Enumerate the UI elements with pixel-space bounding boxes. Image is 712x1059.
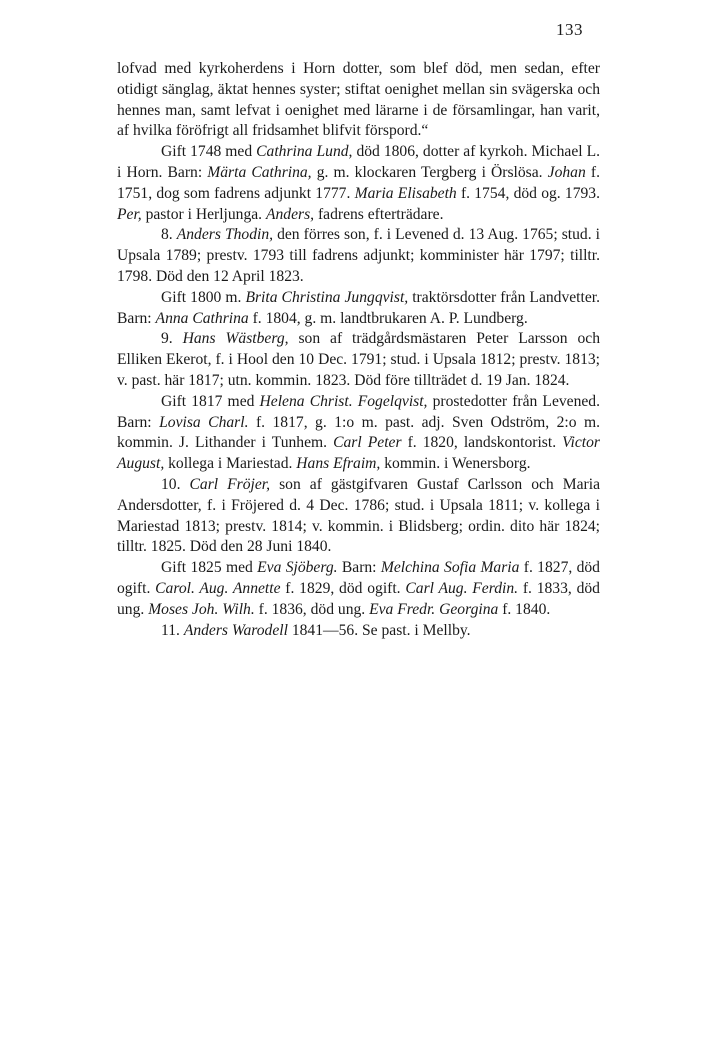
italic-name: Lovisa Charl. — [159, 413, 249, 431]
text-run: 11. — [161, 621, 184, 639]
italic-name: Carl Aug. Ferdin. — [405, 579, 519, 597]
text-run: f. 1804, g. m. landtbrukaren A. P. Lundberg. — [248, 309, 528, 327]
text-run: f. 1833, död ung. — [117, 579, 600, 618]
italic-name: Johan — [547, 163, 586, 181]
text-run: Gift 1817 med — [161, 392, 260, 410]
text-run: 8. — [161, 226, 177, 244]
italic-name: Anders Thodin, — [176, 226, 274, 244]
text-run: f. 1820, landskontorist. — [401, 434, 563, 452]
text-run: fadrens efterträdare. — [314, 205, 444, 223]
text-run: 10. — [161, 475, 190, 493]
text-run: Gift 1800 m. — [161, 288, 246, 306]
italic-name: Maria Elisabeth — [354, 184, 457, 202]
text-run: f. 1840. — [498, 600, 551, 618]
text-run: son af trädgårdsmästaren Peter Larsson och Elliken Ekerot, f. i Hool den 10 Dec. 1791; stud. i Upsala 1812; prestv. 1813; v. past. här 1817; utn. kommin. 1823. Död före tillträdet d. 19 Jan. 1824. — [117, 330, 601, 389]
text-run: lofvad med kyrkoherdens i Horn dotter, som blef död, men sedan, efter otidigt sänglag, äktat hennes syster; stiftat oenighet mellan sin svägerska och hennes man, samt lefvat i oenighet med lärarne i de församlingar, han varit, af hvilka föröfrigt all fridsamhet blifvit förspord.“ — [117, 60, 600, 140]
italic-name: Melchina Sofia Maria — [380, 559, 520, 577]
text-run: prostedotter från Levened. Barn: — [117, 392, 600, 431]
paragraph — [117, 288, 600, 330]
paragraph — [117, 558, 600, 620]
paragraph — [117, 142, 600, 225]
italic-name: Carl Fröjer, — [189, 475, 271, 493]
italic-name: Carl Peter — [333, 434, 402, 452]
italic-name: Cathrina Lund, — [256, 143, 353, 161]
italic-name: Helena Christ. Fogelqvist, — [259, 392, 428, 410]
italic-name: Moses Joh. Wilh. — [148, 600, 255, 618]
text-run: g. m. klockaren Tergberg i Örslösa. — [311, 163, 548, 181]
paragraph — [117, 475, 600, 558]
text-body — [117, 59, 600, 641]
text-run: f. 1829, död ogift. — [280, 579, 406, 597]
italic-name: Victor August, — [117, 434, 600, 473]
italic-name: Carol. Aug. Annette — [155, 579, 281, 597]
text-run: son af gästgifvaren Gustaf Carlsson och Maria Andersdotter, f. i Fröjered d. 4 Dec. 1786; stud. i Upsala 1811; v. kollega i Mariestad 1813; prestv. 1814; v. kommin. i Blidsberg; ordin. dito här 1824; tilltr. 1825. Död den 28 Juni 1840. — [117, 475, 600, 556]
paragraph — [117, 392, 600, 475]
text-run: f. 1754, död og. 1793. — [456, 184, 600, 202]
text-run: kommin. i Wenersborg. — [380, 455, 531, 473]
text-run: pastor i Herljunga. — [141, 205, 266, 223]
text-run: död 1806, dotter af kyrkoh. Michael L. i Horn. Barn: — [117, 143, 601, 181]
italic-name: Anders Warodell — [183, 621, 288, 639]
page-number: 133 — [556, 20, 583, 39]
text-run: kollega i Mariestad. — [164, 455, 297, 473]
italic-name: Hans Efraim, — [296, 455, 381, 473]
italic-name: Brita Christina Jungqvist, — [245, 288, 409, 306]
text-run: Barn: — [337, 559, 381, 577]
text-run: f. 1817, g. 1:o m. past. adj. Sven Odström, 2:o m. kommin. J. Lithander i Tunhem. — [117, 413, 601, 452]
italic-name: Anna Cathrina — [155, 309, 249, 327]
italic-name: Märta Cathrina, — [207, 163, 312, 181]
italic-name: Eva Fredr. Georgina — [369, 600, 499, 618]
text-run: Gift 1748 med — [161, 143, 257, 161]
italic-name: Eva Sjöberg. — [257, 559, 338, 577]
text-run: 1841—56. Se past. i Mellby. — [287, 621, 471, 639]
text-run: den förres son, f. i Levened d. 13 Aug. 1765; stud. i Upsala 1789; prestv. 1793 till fadrens adjunkt; komminister här 1797; tilltr. 1798. Död den 12 April 1823. — [117, 226, 600, 285]
italic-name: Anders, — [265, 205, 315, 223]
paragraph — [117, 329, 600, 391]
paragraph — [117, 225, 600, 287]
italic-name: Per, — [117, 205, 142, 223]
text-run: f. 1827, död ogift. — [117, 559, 600, 597]
paragraph — [117, 621, 600, 642]
text-run: Gift 1825 med — [161, 559, 258, 577]
text-run: f. 1836, död ung. — [254, 600, 370, 618]
text-run: f. 1751, dog som fadrens adjunkt 1777. — [117, 163, 600, 202]
text-run: traktörsdotter från Landvetter. Barn: — [117, 288, 600, 327]
italic-name: Hans Wästberg, — [182, 330, 289, 348]
paragraph — [117, 59, 600, 142]
text-run: 9. — [161, 330, 183, 348]
